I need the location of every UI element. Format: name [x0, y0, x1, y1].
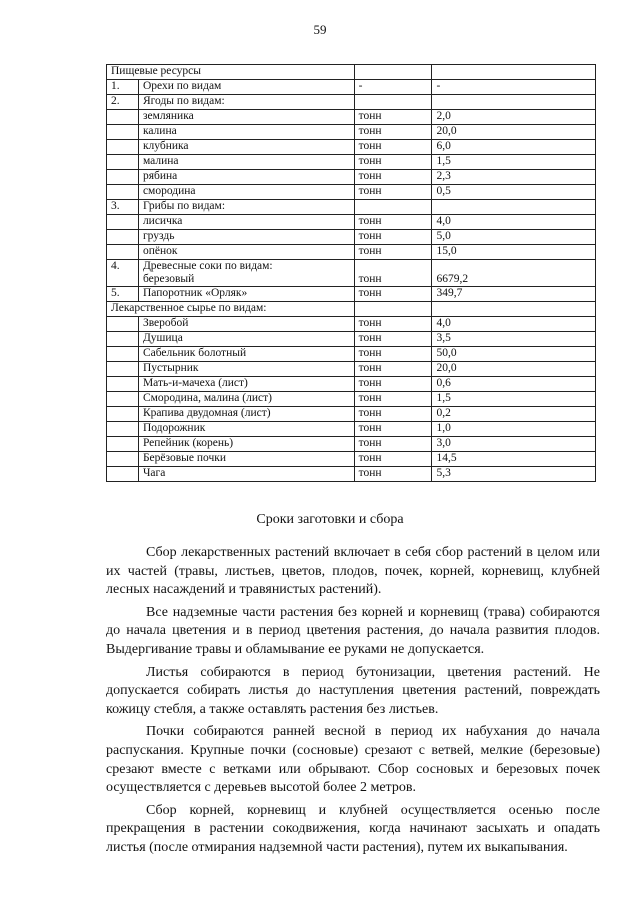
number-cell: [107, 140, 139, 155]
unit-cell: тонн: [354, 125, 432, 140]
table-section-row: [107, 302, 596, 317]
page-number: 59: [313, 22, 327, 37]
value-cell: 6,0: [432, 140, 596, 155]
table-row: [107, 140, 596, 155]
value-cell: 1,5: [432, 155, 596, 170]
table-row: [107, 170, 596, 185]
resources-table-body: [107, 65, 596, 482]
name-cell: Берёзовые почки: [138, 452, 354, 467]
table-row: [107, 155, 596, 170]
paragraph: Сбор корней, корневищ и клубней осуществляется осенью после прекращения в растении сокодвижения, когда начинают засыхать и опадать листья (после отмирания надземной части растения), путем их выкапывания.: [106, 802, 600, 855]
number-cell: [107, 467, 139, 482]
number-cell: [107, 170, 139, 185]
number-cell: [107, 347, 139, 362]
table-row: [107, 215, 596, 230]
unit-cell: [354, 200, 432, 215]
name-cell: Крапива двудомная (лист): [138, 407, 354, 422]
table-row: [107, 347, 596, 362]
table-row: [107, 467, 596, 482]
table-row: [107, 125, 596, 140]
number-cell: [107, 245, 139, 260]
unit-cell: -: [354, 80, 432, 95]
table-row: [107, 392, 596, 407]
number-cell: [107, 362, 139, 377]
value-cell: 3,0: [432, 437, 596, 452]
name-cell: Орехи по видам: [138, 80, 354, 95]
name-cell: Папоротник «Орляк»: [138, 287, 354, 302]
table-row: [107, 422, 596, 437]
table-row: [107, 437, 596, 452]
value-cell: 6679,2: [432, 260, 596, 287]
number-cell: [107, 110, 139, 125]
unit-cell: [354, 65, 432, 80]
paragraph: Почки собираются ранней весной в период их набухания до начала распускания. Крупные почки (сосновые) срезают с ветвей, мелкие (березовые) срезают вместе с ветками или обрывают. Сбор сосновых и березовых почек осуществляется с деревьев высотой более 2 метров.: [106, 724, 600, 796]
name-line: Древесные соки по видам:: [142, 260, 273, 272]
unit-cell: тонн: [354, 407, 432, 422]
value-cell: 0,6: [432, 377, 596, 392]
value-cell: 1,5: [432, 392, 596, 407]
name-cell: Ягоды по видам:: [138, 95, 354, 110]
table-row: [107, 377, 596, 392]
number-cell: [107, 125, 139, 140]
value-cell: [432, 200, 596, 215]
name-cell: клубника: [138, 140, 354, 155]
value-cell: 3,5: [432, 332, 596, 347]
value-cell: 2,0: [432, 110, 596, 125]
table-row: [107, 287, 596, 302]
name-cell: [138, 260, 354, 287]
unit-cell: тонн: [354, 287, 432, 302]
value-cell: 5,0: [432, 230, 596, 245]
unit-cell: тонн: [354, 185, 432, 200]
paragraph: Все надземные части растения без корней и корневищ (трава) собираются до начала цветения и в период цветения растения, до начала развития плодов. Выдергивание травы и обламывание ее руками не допускается.: [106, 604, 600, 657]
unit-cell: тонн: [354, 245, 432, 260]
number-cell: 2.: [107, 95, 139, 110]
value-cell: 4,0: [432, 317, 596, 332]
unit-cell: [354, 95, 432, 110]
unit-cell: тонн: [354, 140, 432, 155]
number-cell: [107, 392, 139, 407]
value-cell: 0,5: [432, 185, 596, 200]
name-cell: Мать-и-мачеха (лист): [138, 377, 354, 392]
name-cell: лисичка: [138, 215, 354, 230]
value-cell: 50,0: [432, 347, 596, 362]
name-cell: Грибы по видам:: [138, 200, 354, 215]
table-row: [107, 110, 596, 125]
name-cell: Зверобой: [138, 317, 354, 332]
table-row: [107, 80, 596, 95]
number-cell: [107, 407, 139, 422]
unit-cell: тонн: [354, 392, 432, 407]
name-cell: Душица: [138, 332, 354, 347]
number-cell: [107, 215, 139, 230]
value-cell: 14,5: [432, 452, 596, 467]
table-row: [107, 185, 596, 200]
paragraph: Сбор лекарственных растений включает в себя сбор растений в целом или их частей (травы, листьев, цветов, плодов, почек, корней, корневищ, клубней лесных насаждений и травянистых растений).: [106, 545, 600, 598]
unit-cell: тонн: [354, 362, 432, 377]
section-title-cell: Пищевые ресурсы: [107, 65, 355, 80]
unit-cell: тонн: [354, 377, 432, 392]
number-cell: [107, 155, 139, 170]
unit-cell: тонн: [354, 422, 432, 437]
resources-table: [106, 64, 596, 482]
value-cell: 15,0: [432, 245, 596, 260]
number-cell: 1.: [107, 80, 139, 95]
value-cell: 0,2: [432, 407, 596, 422]
name-cell: Репейник (корень): [138, 437, 354, 452]
section-heading: Сроки заготовки и сбора: [256, 512, 404, 527]
paragraph: Листья собираются в период бутонизации, цветения растений. Не допускается собирать листья до наступления цветения растений, повреждать кожицу стебля, а также оставлять растения без листьев.: [106, 664, 600, 717]
unit-cell: тонн: [354, 452, 432, 467]
value-cell: [432, 65, 596, 80]
name-cell: опёнок: [138, 245, 354, 260]
number-cell: [107, 377, 139, 392]
name-cell: Смородина, малина (лист): [138, 392, 354, 407]
value-cell: [432, 95, 596, 110]
name-cell: малина: [138, 155, 354, 170]
value-cell: 1,0: [432, 422, 596, 437]
unit-cell: тонн: [354, 110, 432, 125]
table-row: [107, 332, 596, 347]
section-title-cell: Лекарственное сырье по видам:: [107, 302, 355, 317]
number-cell: [107, 185, 139, 200]
number-cell: [107, 230, 139, 245]
name-cell: Пустырник: [138, 362, 354, 377]
number-cell: 3.: [107, 200, 139, 215]
table-row: [107, 260, 596, 287]
unit-cell: тонн: [354, 215, 432, 230]
name-cell: Сабельник болотный: [138, 347, 354, 362]
unit-cell: тонн: [354, 467, 432, 482]
unit-cell: тонн: [354, 347, 432, 362]
table-row: [107, 95, 596, 110]
name-line: березовый: [142, 273, 195, 285]
value-cell: 4,0: [432, 215, 596, 230]
body-text: [106, 544, 600, 862]
table-row: [107, 452, 596, 467]
unit-cell: тонн: [354, 317, 432, 332]
number-cell: 4.: [107, 260, 139, 287]
unit-cell: [354, 302, 432, 317]
table-row: [107, 200, 596, 215]
value-cell: 20,0: [432, 125, 596, 140]
unit-cell: тонн: [354, 437, 432, 452]
value-cell: 2,3: [432, 170, 596, 185]
name-cell: груздь: [138, 230, 354, 245]
unit-cell: тонн: [354, 230, 432, 245]
name-cell: Чага: [138, 467, 354, 482]
number-cell: [107, 452, 139, 467]
table-row: [107, 362, 596, 377]
number-cell: 5.: [107, 287, 139, 302]
number-cell: [107, 422, 139, 437]
unit-cell: тонн: [354, 170, 432, 185]
number-cell: [107, 332, 139, 347]
name-cell: земляника: [138, 110, 354, 125]
name-cell: Подорожник: [138, 422, 354, 437]
unit-cell: тонн: [354, 332, 432, 347]
table-section-row: [107, 65, 596, 80]
name-cell: смородина: [138, 185, 354, 200]
number-cell: [107, 317, 139, 332]
value-cell: -: [432, 80, 596, 95]
table-row: [107, 317, 596, 332]
number-cell: [107, 437, 139, 452]
name-cell: рябина: [138, 170, 354, 185]
value-cell: 5,3: [432, 467, 596, 482]
unit-cell: тонн: [354, 260, 432, 287]
table-row: [107, 407, 596, 422]
table-row: [107, 245, 596, 260]
table-row: [107, 230, 596, 245]
value-cell: 349,7: [432, 287, 596, 302]
name-cell: калина: [138, 125, 354, 140]
value-cell: 20,0: [432, 362, 596, 377]
unit-cell: тонн: [354, 155, 432, 170]
value-cell: [432, 302, 596, 317]
